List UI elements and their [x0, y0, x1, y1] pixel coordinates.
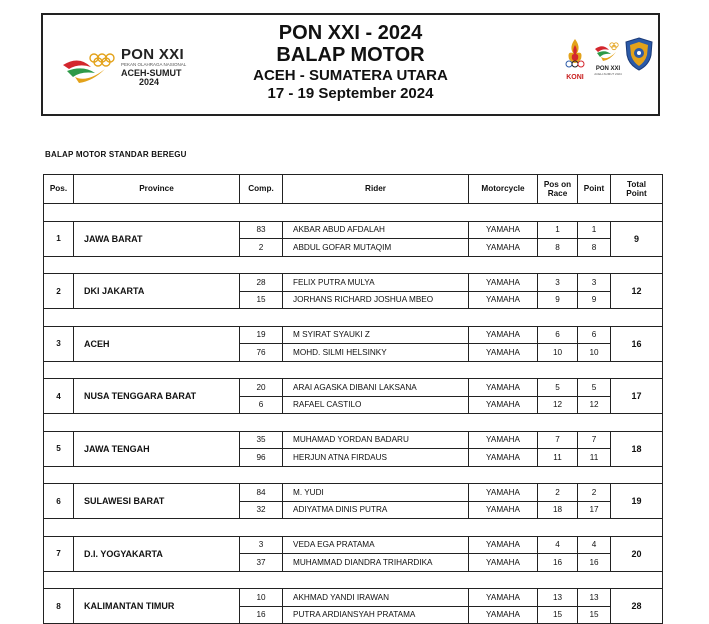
rider-motorcycle: YAMAHA	[469, 536, 538, 554]
koni-logo	[559, 37, 591, 81]
group-spacer	[44, 571, 663, 589]
team-province: KALIMANTAN TIMUR	[74, 589, 240, 624]
rider-race-position: 8	[538, 239, 578, 257]
rider-name: M. YUDI	[283, 484, 469, 502]
rider-comp-number: 83	[240, 221, 283, 239]
rider-name: MUHAMMAD DIANDRA TRIHARDIKA	[283, 554, 469, 572]
team-total-point: 20	[611, 536, 663, 571]
rider-point: 10	[578, 344, 611, 362]
rider-point: 7	[578, 431, 611, 449]
rider-comp-number: 84	[240, 484, 283, 502]
team-province: JAWA TENGAH	[74, 431, 240, 466]
team-province: JAWA BARAT	[74, 221, 240, 256]
team-position: 4	[44, 379, 74, 414]
group-spacer	[44, 414, 663, 432]
team-total-point: 19	[611, 484, 663, 519]
team-total-point: 16	[611, 326, 663, 361]
rider-comp-number: 2	[240, 239, 283, 257]
group-spacer	[44, 466, 663, 484]
team-province: D.I. YOGYAKARTA	[74, 536, 240, 571]
header-total-l1: Total	[627, 179, 646, 189]
team-position: 7	[44, 536, 74, 571]
header-pos: Pos.	[44, 175, 74, 204]
header-motorcycle: Motorcycle	[469, 175, 538, 204]
koni-emblem-icon	[559, 37, 591, 71]
table-row	[44, 379, 663, 397]
rider-point: 5	[578, 379, 611, 397]
group-spacer	[44, 309, 663, 327]
rider-name: VEDA EGA PRATAMA	[283, 536, 469, 554]
spacer-cell	[44, 204, 663, 222]
rider-race-position: 7	[538, 431, 578, 449]
rider-comp-number: 28	[240, 274, 283, 292]
rider-race-position: 5	[538, 379, 578, 397]
rider-name: JORHANS RICHARD JOSHUA MBEO	[283, 291, 469, 309]
team-province: SULAWESI BARAT	[74, 484, 240, 519]
rider-race-position: 9	[538, 291, 578, 309]
rider-race-position: 12	[538, 396, 578, 414]
rider-point: 2	[578, 484, 611, 502]
rider-motorcycle: YAMAHA	[469, 606, 538, 624]
group-spacer	[44, 519, 663, 537]
rider-motorcycle: YAMAHA	[469, 326, 538, 344]
rider-motorcycle: YAMAHA	[469, 501, 538, 519]
header-rider: Rider	[283, 175, 469, 204]
rider-name: ABDUL GOFAR MUTAQIM	[283, 239, 469, 257]
rider-comp-number: 96	[240, 449, 283, 467]
rider-motorcycle: YAMAHA	[469, 344, 538, 362]
header-pos-on-race-l2: Race	[547, 189, 568, 198]
team-total-point: 9	[611, 221, 663, 256]
rider-point: 15	[578, 606, 611, 624]
rider-race-position: 3	[538, 274, 578, 292]
rider-race-position: 18	[538, 501, 578, 519]
group-spacer	[44, 256, 663, 274]
koni-label: KONI	[566, 74, 584, 81]
table-header-row	[44, 175, 663, 204]
header-total-l2: Point	[626, 189, 647, 198]
rider-race-position: 6	[538, 326, 578, 344]
rider-motorcycle: YAMAHA	[469, 379, 538, 397]
team-position: 2	[44, 274, 74, 309]
rider-comp-number: 15	[240, 291, 283, 309]
rider-race-position: 16	[538, 554, 578, 572]
spacer-cell	[44, 309, 663, 327]
mini-logo-title: PON XXI	[595, 66, 621, 72]
team-total-point: 18	[611, 431, 663, 466]
logo-title: PON XXI	[121, 46, 184, 63]
rider-name: AKBAR ABUD AFDALAH	[283, 221, 469, 239]
results-table	[43, 174, 663, 624]
mini-pon-logo	[594, 39, 622, 79]
rider-comp-number: 16	[240, 606, 283, 624]
header-comp: Comp.	[240, 175, 283, 204]
rider-motorcycle: YAMAHA	[469, 274, 538, 292]
header-pos-on-race	[538, 175, 578, 204]
rider-comp-number: 20	[240, 379, 283, 397]
logo-region: ACEH-SUMUT	[121, 67, 182, 78]
table-row	[44, 431, 663, 449]
logo-year: 2024	[139, 76, 160, 87]
team-total-point: 28	[611, 589, 663, 624]
rider-point: 3	[578, 274, 611, 292]
shield-icon	[625, 37, 653, 71]
rider-name: MUHAMAD YORDAN BADARU	[283, 431, 469, 449]
table-row	[44, 274, 663, 292]
rider-point: 6	[578, 326, 611, 344]
rider-motorcycle: YAMAHA	[469, 291, 538, 309]
rider-point: 11	[578, 449, 611, 467]
group-spacer	[44, 204, 663, 222]
rider-comp-number: 19	[240, 326, 283, 344]
rider-race-position: 13	[538, 589, 578, 607]
rider-point: 4	[578, 536, 611, 554]
mini-pon-emblem-icon	[594, 39, 622, 63]
event-title: PON XXI - 2024	[278, 22, 423, 44]
event-dates: 17 - 19 September 2024	[267, 85, 434, 102]
rider-race-position: 2	[538, 484, 578, 502]
federation-shield-logo	[625, 37, 653, 71]
rider-motorcycle: YAMAHA	[469, 239, 538, 257]
table-row	[44, 536, 663, 554]
rider-name: ARAI AGASKA DIBANI LAKSANA	[283, 379, 469, 397]
rider-comp-number: 35	[240, 431, 283, 449]
rider-name: M SYIRAT SYAUKI Z	[283, 326, 469, 344]
team-total-point: 17	[611, 379, 663, 414]
rider-race-position: 15	[538, 606, 578, 624]
header-pos-on-race-l1: Pos on	[543, 179, 572, 189]
sport-title: BALAP MOTOR	[276, 44, 425, 66]
rider-point: 1	[578, 221, 611, 239]
spacer-cell	[44, 361, 663, 379]
spacer-cell	[44, 414, 663, 432]
table-row	[44, 589, 663, 607]
team-position: 5	[44, 431, 74, 466]
team-province: ACEH	[74, 326, 240, 361]
team-position: 3	[44, 326, 74, 361]
section-title: BALAP MOTOR STANDAR BEREGU	[45, 150, 187, 159]
rider-motorcycle: YAMAHA	[469, 396, 538, 414]
team-total-point: 12	[611, 274, 663, 309]
rider-name: HERJUN ATNA FIRDAUS	[283, 449, 469, 467]
rider-comp-number: 6	[240, 396, 283, 414]
spacer-cell	[44, 571, 663, 589]
header-point: Point	[578, 175, 611, 204]
rider-motorcycle: YAMAHA	[469, 589, 538, 607]
rider-comp-number: 3	[240, 536, 283, 554]
rider-race-position: 1	[538, 221, 578, 239]
rider-race-position: 10	[538, 344, 578, 362]
results-body	[44, 204, 663, 624]
table-row	[44, 326, 663, 344]
rider-point: 9	[578, 291, 611, 309]
rider-point: 16	[578, 554, 611, 572]
group-spacer	[44, 361, 663, 379]
rider-point: 12	[578, 396, 611, 414]
team-position: 6	[44, 484, 74, 519]
mini-logo-sub: ACEH-SUMUT 2024	[594, 72, 622, 76]
rider-name: FELIX PUTRA MULYA	[283, 274, 469, 292]
table-row	[44, 484, 663, 502]
header-total-point	[611, 175, 663, 204]
spacer-cell	[44, 256, 663, 274]
rider-motorcycle: YAMAHA	[469, 554, 538, 572]
rider-motorcycle: YAMAHA	[469, 449, 538, 467]
rider-comp-number: 37	[240, 554, 283, 572]
rider-race-position: 11	[538, 449, 578, 467]
rider-motorcycle: YAMAHA	[469, 221, 538, 239]
rider-point: 8	[578, 239, 611, 257]
table-row	[44, 221, 663, 239]
rider-name: PUTRA ARDIANSYAH PRATAMA	[283, 606, 469, 624]
team-position: 1	[44, 221, 74, 256]
header-province: Province	[74, 175, 240, 204]
venue-title: ACEH - SUMATERA UTARA	[253, 67, 448, 84]
rider-name: RAFAEL CASTILO	[283, 396, 469, 414]
rider-point: 13	[578, 589, 611, 607]
team-position: 8	[44, 589, 74, 624]
spacer-cell	[44, 466, 663, 484]
rider-name: ADIYATMA DINIS PUTRA	[283, 501, 469, 519]
rider-comp-number: 10	[240, 589, 283, 607]
rider-name: AKHMAD YANDI IRAWAN	[283, 589, 469, 607]
team-province: DKI JAKARTA	[74, 274, 240, 309]
rider-race-position: 4	[538, 536, 578, 554]
logo-subtitle: PEKAN OLAHRAGA NASIONAL	[121, 62, 187, 67]
rider-comp-number: 76	[240, 344, 283, 362]
spacer-cell	[44, 519, 663, 537]
rider-name: MOHD. SILMI HELSINKY	[283, 344, 469, 362]
team-province: NUSA TENGGARA BARAT	[74, 379, 240, 414]
partner-logos	[559, 37, 654, 85]
rider-comp-number: 32	[240, 501, 283, 519]
rider-point: 17	[578, 501, 611, 519]
document-header	[41, 13, 660, 116]
rider-motorcycle: YAMAHA	[469, 484, 538, 502]
rider-motorcycle: YAMAHA	[469, 431, 538, 449]
